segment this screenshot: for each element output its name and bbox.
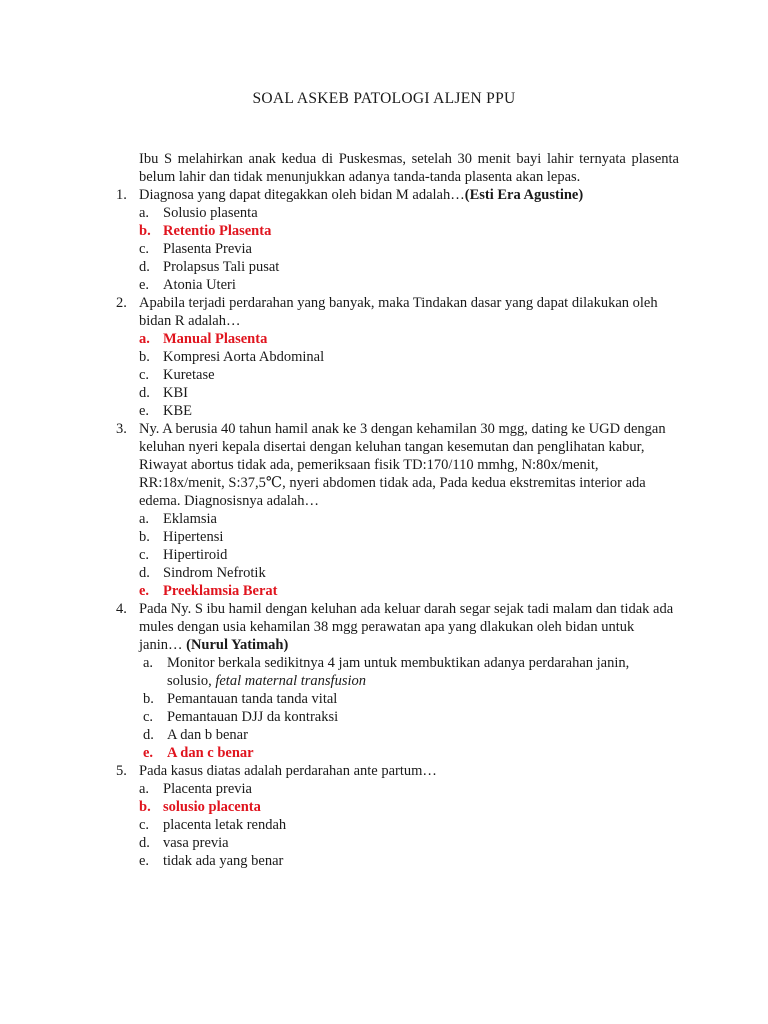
- question-text: Ny. A berusia 40 tahun hamil anak ke 3 dengan kehamilan 30 mgg, dating ke UGD dengan keluhan nyeri kepala disertai dengan keluhan tangan kesemutan dan penglihatan kabur, Riwayat abortus tidak ada, pemeriksaan fisik TD:170/110 mmhg, N:80x/menit, RR:18x/menit, S:37,5℃, nyeri abdomen tidak ada, Pada kedua ekstremitas interior ada edema. Diagnosisnya adalah…: [139, 421, 666, 509]
- option-letter: a.: [139, 331, 150, 347]
- option-letter: e.: [139, 583, 150, 599]
- option-text: KBI: [163, 385, 188, 401]
- option-text: Pemantauan DJJ da kontraksi: [167, 709, 339, 725]
- option-letter: e.: [139, 277, 150, 293]
- option-list: [0, 330, 768, 420]
- option-c: [0, 708, 768, 726]
- option-text: Sindrom Nefrotik: [163, 565, 266, 581]
- option-letter: a.: [139, 781, 150, 797]
- option-e-correct: [0, 582, 768, 600]
- option-text: placenta letak rendah: [163, 817, 287, 833]
- option-d: [0, 834, 768, 852]
- option-c: [0, 240, 768, 258]
- option-text: tidak ada yang benar: [163, 853, 284, 869]
- option-text: Plasenta Previa: [163, 241, 252, 257]
- option-text: Kuretase: [163, 367, 215, 383]
- option-letter: c.: [139, 547, 150, 563]
- option-text: Placenta previa: [163, 781, 252, 797]
- option-text: Kompresi Aorta Abdominal: [163, 349, 325, 365]
- question-source: (Esti Era Agustine): [464, 187, 584, 203]
- option-letter: d.: [143, 727, 154, 743]
- option-text: Retentio Plasenta: [163, 223, 272, 239]
- question-5: [0, 762, 768, 870]
- question-text: Pada kasus diatas adalah perdarahan ante partum…: [139, 763, 437, 779]
- option-letter: d.: [139, 259, 150, 275]
- question-text: [139, 600, 676, 654]
- option-text: KBE: [163, 403, 192, 419]
- option-text: Atonia Uteri: [163, 277, 236, 293]
- option-b: [0, 528, 768, 546]
- option-c: [0, 546, 768, 564]
- option-a: [0, 510, 768, 528]
- option-d: [0, 258, 768, 276]
- option-letter: b.: [139, 799, 151, 815]
- question-text: [139, 186, 676, 204]
- option-text: [167, 654, 673, 690]
- option-text: A dan c benar: [167, 745, 254, 761]
- option-text: Pemantauan tanda tanda vital: [167, 691, 338, 707]
- question-list: [0, 186, 768, 870]
- option-text: Preeklamsia Berat: [163, 583, 278, 599]
- document-title: SOAL ASKEB PATOLOGI ALJEN PPU: [252, 90, 516, 107]
- question-number: 3.: [116, 421, 127, 437]
- option-text: Hipertensi: [163, 529, 224, 545]
- option-text: Hipertiroid: [163, 547, 228, 563]
- option-letter: d.: [139, 565, 150, 581]
- option-letter: c.: [139, 367, 150, 383]
- option-d: [0, 564, 768, 582]
- case-intro: Ibu S melahirkan anak kedua di Puskesmas, setelah 30 menit bayi lahir ternyata plasenta belum lahir dan tidak menunjukkan adanya tanda-tanda plasenta akan lepas.: [139, 151, 679, 185]
- option-letter: e.: [139, 403, 150, 419]
- question-number: 2.: [116, 295, 127, 311]
- question-number: 5.: [116, 763, 127, 779]
- option-letter: a.: [139, 511, 150, 527]
- option-letter: e.: [143, 745, 154, 761]
- option-letter: c.: [139, 817, 150, 833]
- option-text: Manual Plasenta: [163, 331, 268, 347]
- option-letter: d.: [139, 835, 150, 851]
- option-text-italic: fetal maternal transfusion: [215, 673, 366, 689]
- option-list: [0, 780, 768, 870]
- question-2: [0, 294, 768, 420]
- option-text: vasa previa: [163, 835, 229, 851]
- option-text-main: Monitor berkala sedikitnya 4 jam untuk membuktikan adanya perdarahan janin, solusio,: [167, 655, 630, 689]
- question-4: [0, 600, 768, 762]
- option-letter: d.: [139, 385, 150, 401]
- option-a: [0, 204, 768, 222]
- question-1: [0, 186, 768, 294]
- option-text: Prolapsus Tali pusat: [163, 259, 280, 275]
- option-list: [0, 510, 768, 600]
- option-list: [0, 204, 768, 294]
- option-text: Eklamsia: [163, 511, 217, 527]
- option-a: [0, 654, 768, 690]
- option-e-correct: [0, 744, 768, 762]
- option-text: Solusio plasenta: [163, 205, 258, 221]
- option-c: [0, 816, 768, 834]
- option-letter: b.: [139, 529, 150, 545]
- option-letter: e.: [139, 853, 150, 869]
- option-b: [0, 690, 768, 708]
- question-stem: Diagnosa yang dapat ditegakkan oleh bidan M adalah…: [139, 187, 465, 203]
- question-3: [0, 420, 768, 600]
- option-letter: b.: [139, 223, 151, 239]
- option-letter: c.: [139, 241, 150, 257]
- option-d: [0, 384, 768, 402]
- option-letter: a.: [139, 205, 150, 221]
- question-stem: Pada Ny. S ibu hamil dengan keluhan ada keluar darah segar sejak tadi malam dan tidak ada mules dengan usia kehamilan 38 mgg perawatan apa yang dlakukan oleh bidan untuk janin…: [139, 601, 674, 653]
- question-text: Apabila terjadi perdarahan yang banyak, maka Tindakan dasar yang dapat dilakukan oleh bidan R adalah…: [139, 295, 658, 329]
- option-letter: a.: [143, 655, 154, 671]
- option-a-correct: [0, 330, 768, 348]
- option-text: solusio placenta: [163, 799, 261, 815]
- option-c: [0, 366, 768, 384]
- option-e: [0, 852, 768, 870]
- option-a: [0, 780, 768, 798]
- option-b: [0, 348, 768, 366]
- option-b-correct: [0, 222, 768, 240]
- option-text: A dan b benar: [167, 727, 248, 743]
- question-number: 1.: [116, 187, 127, 203]
- option-list: [0, 654, 768, 762]
- option-e: [0, 276, 768, 294]
- option-b-correct: [0, 798, 768, 816]
- option-letter: c.: [143, 709, 154, 725]
- question-number: 4.: [116, 601, 127, 617]
- option-letter: b.: [139, 349, 150, 365]
- option-letter: b.: [143, 691, 154, 707]
- option-d: [0, 726, 768, 744]
- question-source: (Nurul Yatimah): [186, 637, 289, 653]
- option-e: [0, 402, 768, 420]
